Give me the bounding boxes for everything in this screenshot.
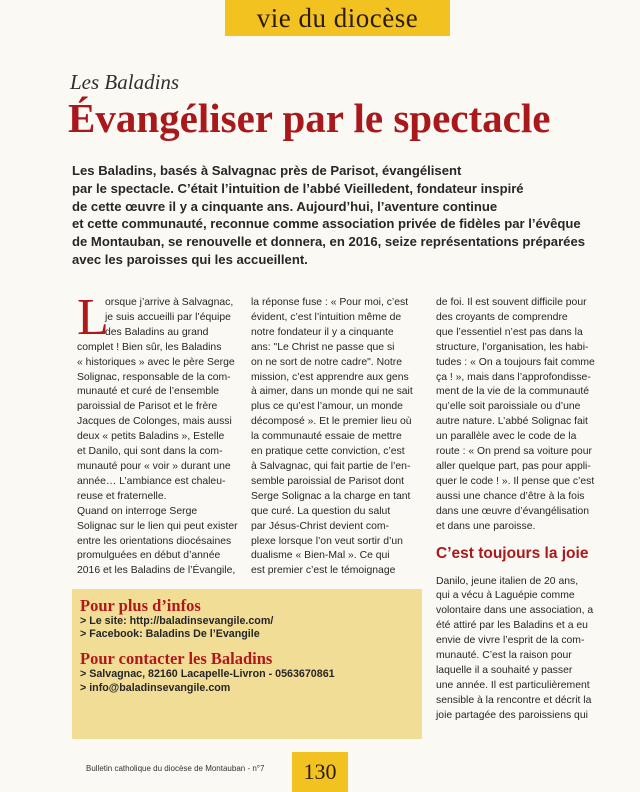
body-line: « historiques » avec le père Serge [77,356,235,368]
body-line: ans: "Le Christ ne passe que si [251,341,395,353]
body-line: que l’essentiel n’est pas dans la [436,326,583,338]
body-line: route : « On prend sa voiture pour [436,446,592,458]
subheading: C’est toujours la joie [436,544,589,562]
body-line: envie de vivre l’esprit de la com- [436,635,585,647]
body-line: ça ! », mais dans l’approfondisse- [436,371,591,383]
body-line: qui a vécu à Laguépie comme [436,590,575,602]
body-column-1 [77,289,243,579]
body-line: Danilo, jeune italien de 20 ans, [436,575,579,587]
body-line: la communauté essaie de mettre [251,431,402,443]
contact-email-link[interactable]: > info@baladinsevangile.com [80,681,231,694]
body-line: semble paroissial de Parisot dont [251,475,405,487]
body-line: quer le code ! ». Il pense que c’est [436,475,595,487]
website-link[interactable]: > Le site: http://baladinsevangile.com/ [80,615,274,627]
body-line: complet ! Bien sûr, les Baladins [77,341,222,353]
body-line: promulguées en début d’année [77,550,221,562]
info-box-title: Pour plus d’infos [80,596,201,615]
body-line: qu’elle soit paroissiale ou d’une [436,401,581,413]
body-line: des croyants de comprendre [436,311,568,323]
body-line: des Baladins au grand [105,326,209,338]
body-line: tudes : « On a toujours fait comme [436,356,595,368]
body-line: un parallèle avec le code de la [436,431,577,443]
body-line: munauté et curé de l’ensemble [77,386,220,398]
body-line: est premier c’est le témoignage [251,565,396,577]
body-line: autre nature. L’abbé Solignac fait [436,416,588,428]
section-tab: vie du diocèse [225,0,450,36]
body-line: notre fondateur il y a cinquante [251,326,394,338]
body-column-2 [251,296,426,579]
body-line: été attiré par les Baladins et a eu [436,620,588,632]
body-line: décomposé ». Et le premier lieu où [251,416,412,428]
body-line: de foi. Il est souvent difficile pour [436,297,587,308]
body-line: mission, c’est apprendre aux gens [251,371,409,383]
lead-line: de cette œuvre il y a cinquante ans. Aujourd’hui, l’aventure continue [72,198,498,214]
article-kicker: Les Baladins [70,70,180,94]
body-column-3 [436,296,620,724]
body-line: entre les orientations diocésaines [77,535,232,547]
body-line: Serge Solignac a la charge en tant [251,490,411,502]
lead-line: avec les paroisses qui les accueillent. [72,251,308,267]
footer-publication: Bulletin catholique du diocèse de Montauban - n°7 [86,764,265,773]
body-line: et Danilo, qui sont dans la com- [77,446,223,458]
body-line: on ne sort de notre cadre". Notre [251,356,402,368]
body-line: plus ce qu’est l’amour, un monde [251,401,403,413]
body-line: plexe lorsque l’on veut sortir d’un [251,535,403,547]
body-line: joie partagée des paroissiens qui [436,709,588,721]
body-line: Quand on interroge Serge [77,505,198,517]
body-line: aussi une chance d’être à la fois [436,490,585,502]
body-line: à aimer, dans un monde qui ne sait [251,386,413,398]
body-line: dualisme « Bien-Mal ». Ce qui [251,550,390,562]
lead-line: par le spectacle. C’était l’intuition de l’abbé Vieilledent, fondateur inspiré [72,180,524,196]
body-line: je suis accueilli par l’équipe [105,311,231,323]
body-line: une année. Il est particulièrement [436,679,590,691]
body-line: ment de la vie de la communauté [436,386,590,398]
body-line: Solignac, responsable de la com- [77,371,231,383]
body-line: sensible à la rencontre et décrit la [436,694,592,706]
body-line: par Jésus-Christ devient com- [251,520,390,532]
lead-line: et cette communauté, reconnue comme association privée de fidèles par l’évêque [72,216,581,232]
body-line: laquelle il a souhaité y passer [436,664,573,676]
contact-box-title: Pour contacter les Baladins [80,649,273,669]
body-line: paroissial de Parisot et le frère [77,401,218,413]
body-line: année… L’ambiance est chaleu- [77,475,226,487]
body-line: en pratique cette conviction, c’est [251,446,405,458]
contact-address: > Salvagnac, 82160 Lacapelle-Livron - 0563670861 [80,668,335,681]
facebook-link[interactable]: > Facebook: Baladins De l’Evangile [80,628,260,641]
article-title: Évangéliser par le spectacle [68,95,551,141]
body-line: Jacques de Colonges, mais aussi [77,416,232,428]
body-line: orsque j’arrive à Salvagnac, [105,297,234,308]
body-line: aller quelque part, pas pour appli- [436,460,591,472]
body-line: que curé. La question du salut [251,505,391,517]
body-line: et dans une paroisse. [436,520,536,532]
body-line: reuse et fraternelle. [77,490,167,502]
article-lead [72,162,632,269]
drop-cap: L [77,289,109,346]
body-line: dans une œuvre d’évangélisation [436,505,590,517]
body-line: munauté pour « voir » durant une [77,460,231,472]
body-line: volontaire dans une association, a [436,605,594,617]
page-number: 130 [292,752,348,792]
body-line: évident, c’est l’intuition même de [251,311,402,323]
lead-line: Les Baladins, basés à Salvagnac près de Parisot, évangélisent [72,163,462,178]
body-line: la réponse fuse : « Pour moi, c’est [251,297,409,308]
body-line: 2016 et les Baladins de l’Évangile, [77,565,236,577]
lead-line: de Montauban, se renouvelle et donnera, en 2016, seize représentations préparées [72,234,586,250]
body-line: munauté. C’est la raison pour [436,650,572,662]
info-box [72,589,422,739]
body-line: structure, l’organisation, les habi- [436,341,589,353]
body-line: à Salvagnac, qui fait partie de l’en- [251,460,411,472]
body-line: deux « petits Baladins », Estelle [77,431,225,443]
body-line: Solignac sur le lien qui peut exister [77,520,238,532]
